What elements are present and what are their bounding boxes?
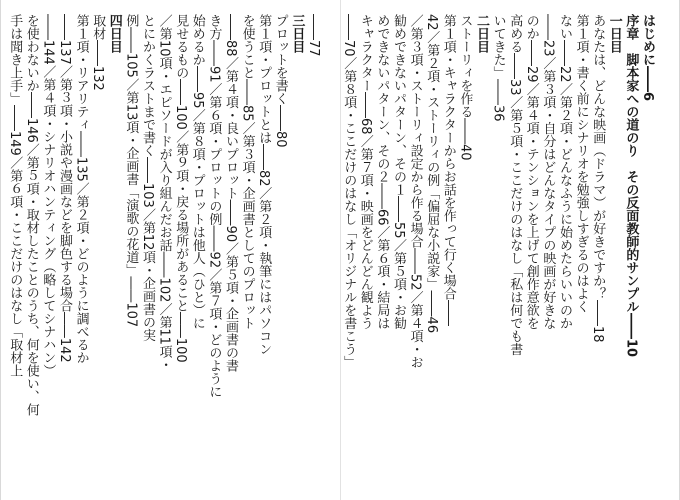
toc-entry-line: いてきた」――36 — [490, 14, 506, 122]
toc-entry-line: を使うこと――85／第３項・企画書としてのプロット — [239, 14, 255, 330]
toc-entry-line: ／第３項・ストーリィ設定から作る場合――52／第４項・お — [407, 14, 423, 369]
toc-entry-line: ――23／第３項・自分はどんなタイプの映画が好きな — [540, 14, 556, 330]
toc-entry-line: 勧めできないパターン、その１――55／第５項・お勧 — [391, 14, 406, 330]
toc-entry-line: ――70／第８項・ここだけのはなし「オリジナルを書こう」 — [341, 14, 357, 369]
toc-entry-line: 第１項・リアリティ――135／第２項・どのように調べるか — [73, 14, 89, 364]
toc-heading: 二日目 — [474, 14, 489, 53]
toc-entry-line: ――77 — [306, 14, 321, 57]
toc-heading: 序章 脚本家への道のり その反面教師的サンプル――10 — [623, 14, 639, 358]
toc-entry-line: ――137／第３項・小説や漫画などを脚色する場合――142 — [57, 14, 72, 363]
toc-entry-line: プロットを書く――80 — [272, 14, 288, 148]
toc-heading: はじめに――6 — [640, 14, 655, 102]
toc-entry-line: ／第10項・エピソードが入り組んだお話――102／第11項・ — [156, 14, 172, 371]
toc-entry-line: ――144／第４項・シナリオハンティング（略してシナハン） — [40, 14, 56, 377]
toc-entry-line: 第１項・キャラクターからお話を作って行く場合―― — [440, 14, 456, 326]
toc-entry-line: 第１項・プロットとは――82／第２項・執筆にはパソコン — [256, 14, 272, 356]
toc-entry-line: 第１項・書く前にシナリオを勉強しすぎるのはよく — [573, 14, 589, 313]
toc-heading: 四日目 — [106, 14, 122, 53]
toc-entry-line: ――88／第４項・良いプロット――90／第５項・企画書の書 — [223, 14, 238, 373]
toc-entry-line: 手は聞き上手」――149／第６項・ここだけのはなし「取材上 — [7, 14, 23, 377]
toc-entry-line: 高める――33／第５項・ここだけのはなし「私は何でも書 — [507, 14, 523, 356]
toc-entry-line: ストーリィを作る――40 — [457, 14, 473, 161]
toc-heading: 三日目 — [289, 14, 305, 53]
toc-entry-line: 取材――132 — [90, 14, 106, 91]
toc-entry-line: 見せるもの――100／第９項・戻る場所があること――100 — [173, 14, 189, 363]
toc-entry-line: 例――105／第13項・企画書「演歌の花道」――107 — [123, 14, 139, 328]
toc-entry-line: めできないパターン、その２――66／第６項・結局は — [374, 14, 390, 330]
toc-entry-line: ない――22／第２項・どんなふうに始めたらいいのか — [557, 14, 572, 330]
toc-entry-line: 42／第２項・ストーリィの例「偏屈な小説家」――46 — [424, 14, 440, 334]
toc-entry-line: あなたは、どんな映画（ドラマ）が好きですか？――18 — [590, 14, 606, 343]
toc-entry-line: 始めるか――95／第８項・プロットは他人（ひと）に — [189, 14, 205, 330]
toc-entry-line: とにかくラストまで書く――103／第12項・企画書の実 — [140, 14, 155, 342]
toc-entry-line: を使わないか――146／第５項・取材したことのうち、何を使い、何 — [23, 14, 39, 416]
toc-entry-line: き方――91／第６項・プロットの例――92／第７項・どのように — [206, 14, 222, 399]
page-edge-left — [0, 0, 1, 500]
toc-entry-line: キャラクター――68／第７項・映画をどんどん観よう — [357, 14, 373, 330]
toc-heading: 一日目 — [606, 14, 622, 53]
toc-entry-line: のか――29／第４項・テンションを上げて創作意欲を — [523, 14, 539, 330]
